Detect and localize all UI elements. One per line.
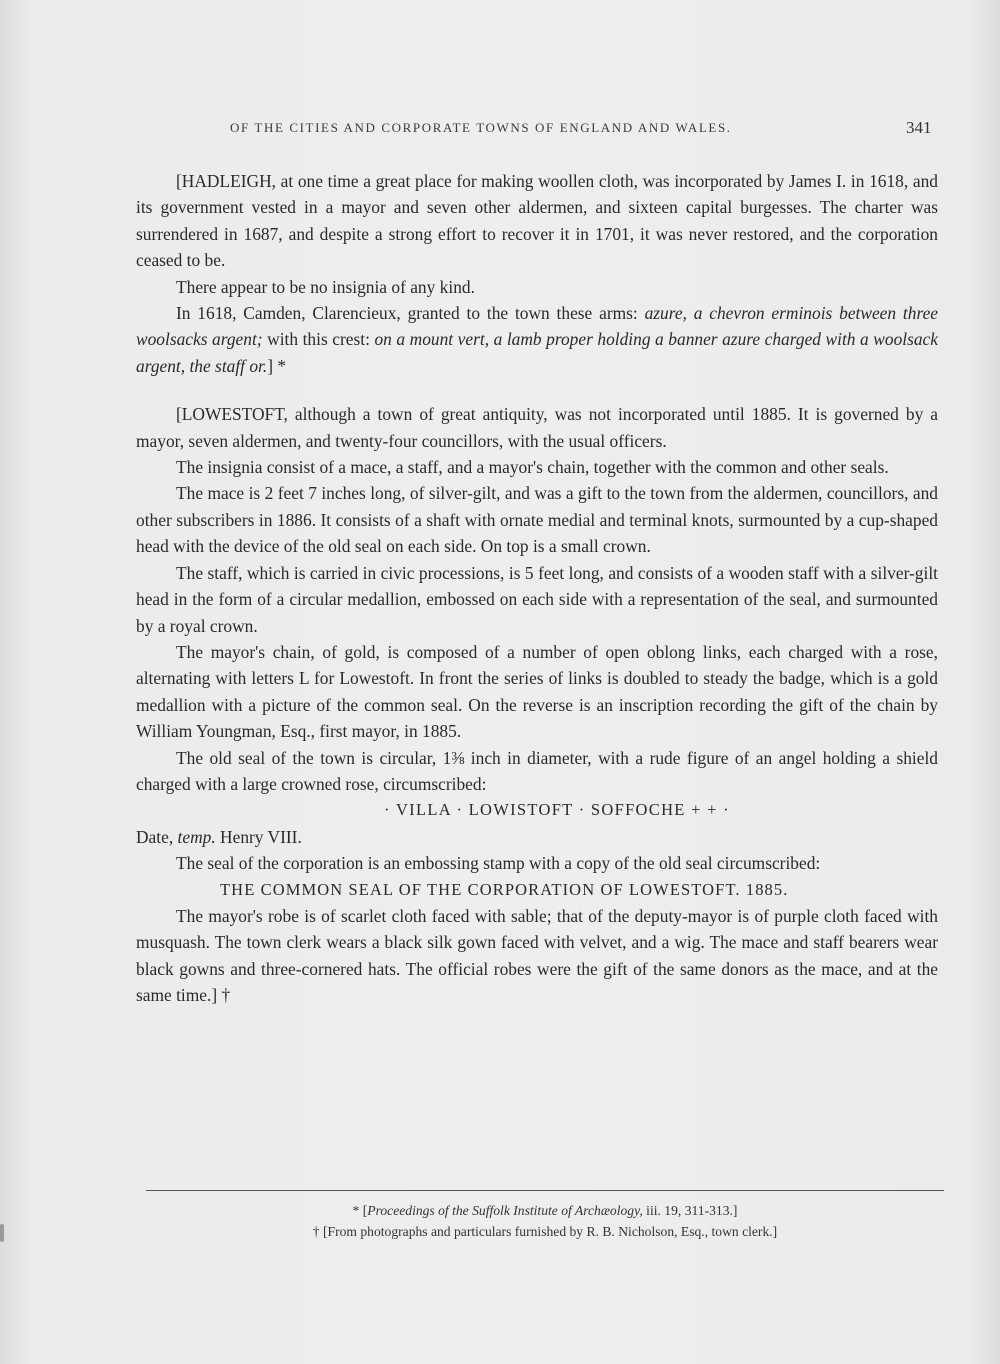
old-seal-paragraph: The old seal of the town is circular, 1⅜ inch in diameter, with a rude figure of an angel holding a shield charged with a large crowned rose, circumscribed: — [136, 747, 938, 794]
hadleigh-insignia-paragraph: There appear to be no insignia of any kind. — [176, 276, 475, 297]
chain-paragraph: The mayor's chain, of gold, is composed of a number of open oblong links, each charged with a rose, alternating with letters L for Lowestoft. In front the series of links is doubled to steady the badge, which is a gold medallion with a picture of the common seal. On the reverse is an inscription recording the gift of the chain by William Youngman, Esq., first mayor, in 1885. — [136, 641, 938, 742]
footnote-ref-star: ] * — [267, 355, 287, 376]
footnote-star-title: Proceedings of the Suffolk Institute of Archæology, — [367, 1203, 643, 1218]
footnote-star-prefix: * [ — [352, 1203, 368, 1218]
page-number: 341 — [906, 118, 932, 137]
common-seal-legend: THE COMMON SEAL OF THE CORPORATION OF LOWESTOFT. 1885. — [220, 879, 789, 899]
arms-blazon: azure, a chevron erminois between three woolsacks argent; — [136, 303, 939, 350]
date-prefix: Date, — [136, 826, 178, 847]
lowestoft-intro-paragraph: [LOWESTOFT, although a town of great antiquity, was not incorporated until 1885. It is governed by a mayor, seven aldermen, and twenty-four councillors, with the usual officers. — [136, 404, 938, 451]
footnote-dagger: † [From photographs and particulars furnished by R. B. Nicholson, Esq., town clerk.] — [312, 1224, 778, 1239]
seal-date-line — [136, 824, 938, 850]
running-head: OF THE CITIES AND CORPORATE TOWNS OF ENGLAND AND WALES. — [230, 120, 732, 135]
lowestoft-insignia-paragraph: The insignia consist of a mace, a staff, and a mayor's chain, together with the common and other seals. — [176, 457, 889, 478]
crest-blazon: on a mount vert, a lamb proper holding a banner azure charged with a woolsack argent, the staff or. — [136, 329, 938, 376]
footnote-star-suffix: iii. 19, 311-313.] — [642, 1203, 738, 1218]
robes-paragraph: The mayor's robe is of scarlet cloth faced with sable; that of the deputy-mayor is of purple cloth faced with musquash. The town clerk wears a black silk gown faced with velvet, and a wig. The mace and staff bearers wear black gowns and three-cornered hats. The official robes were the gift of the same donors as the mace, and at the same time.] † — [136, 905, 938, 1006]
date-temp: temp. — [177, 826, 216, 847]
date-suffix: Henry VIII. — [215, 826, 302, 847]
mace-paragraph: The mace is 2 feet 7 inches long, of silver-gilt, and was a gift to the town from the aldermen, councillors, and other subscribers in 1886. It consists of a shaft with ornate medial and terminal knots, surmounted by a cup-shaped head with the device of the old seal on each side. On top is a small crown. — [136, 483, 938, 557]
body-text — [136, 168, 938, 1009]
page-edge-mark — [0, 1224, 4, 1242]
arms-intro-text: In 1618, Camden, Clarencieux, granted to the town these arms: — [176, 303, 645, 324]
staff-paragraph: The staff, which is carried in civic processions, is 5 feet long, and consists of a wooden staff with a silver-gilt head in the form of a circular medallion, embossed on each side with a representation of the seal, and surmounted by a royal crown. — [136, 562, 938, 636]
crest-intro-text: with this crest: — [262, 329, 375, 350]
hadleigh-arms-paragraph — [136, 300, 938, 379]
page-header — [0, 118, 1000, 142]
seal-inscription: · VILLA · LOWISTOFT · SOFFOCHE + + · — [384, 800, 730, 820]
corporation-seal-paragraph: The seal of the corporation is an embossing stamp with a copy of the old seal circumscribed: — [176, 853, 821, 874]
footnote-star — [146, 1200, 944, 1221]
footnotes — [146, 1200, 944, 1242]
hadleigh-intro-paragraph: [HADLEIGH, at one time a great place for making woollen cloth, was incorporated by James I. in 1618, and its government vested in a mayor and seven other aldermen, and sixteen capital burgesses. The charter was surrendered in 1687, and despite a strong effort to recover it in 1701, it was never restored, and the corporation ceased to be. — [136, 171, 938, 271]
footnote-divider — [146, 1190, 944, 1191]
